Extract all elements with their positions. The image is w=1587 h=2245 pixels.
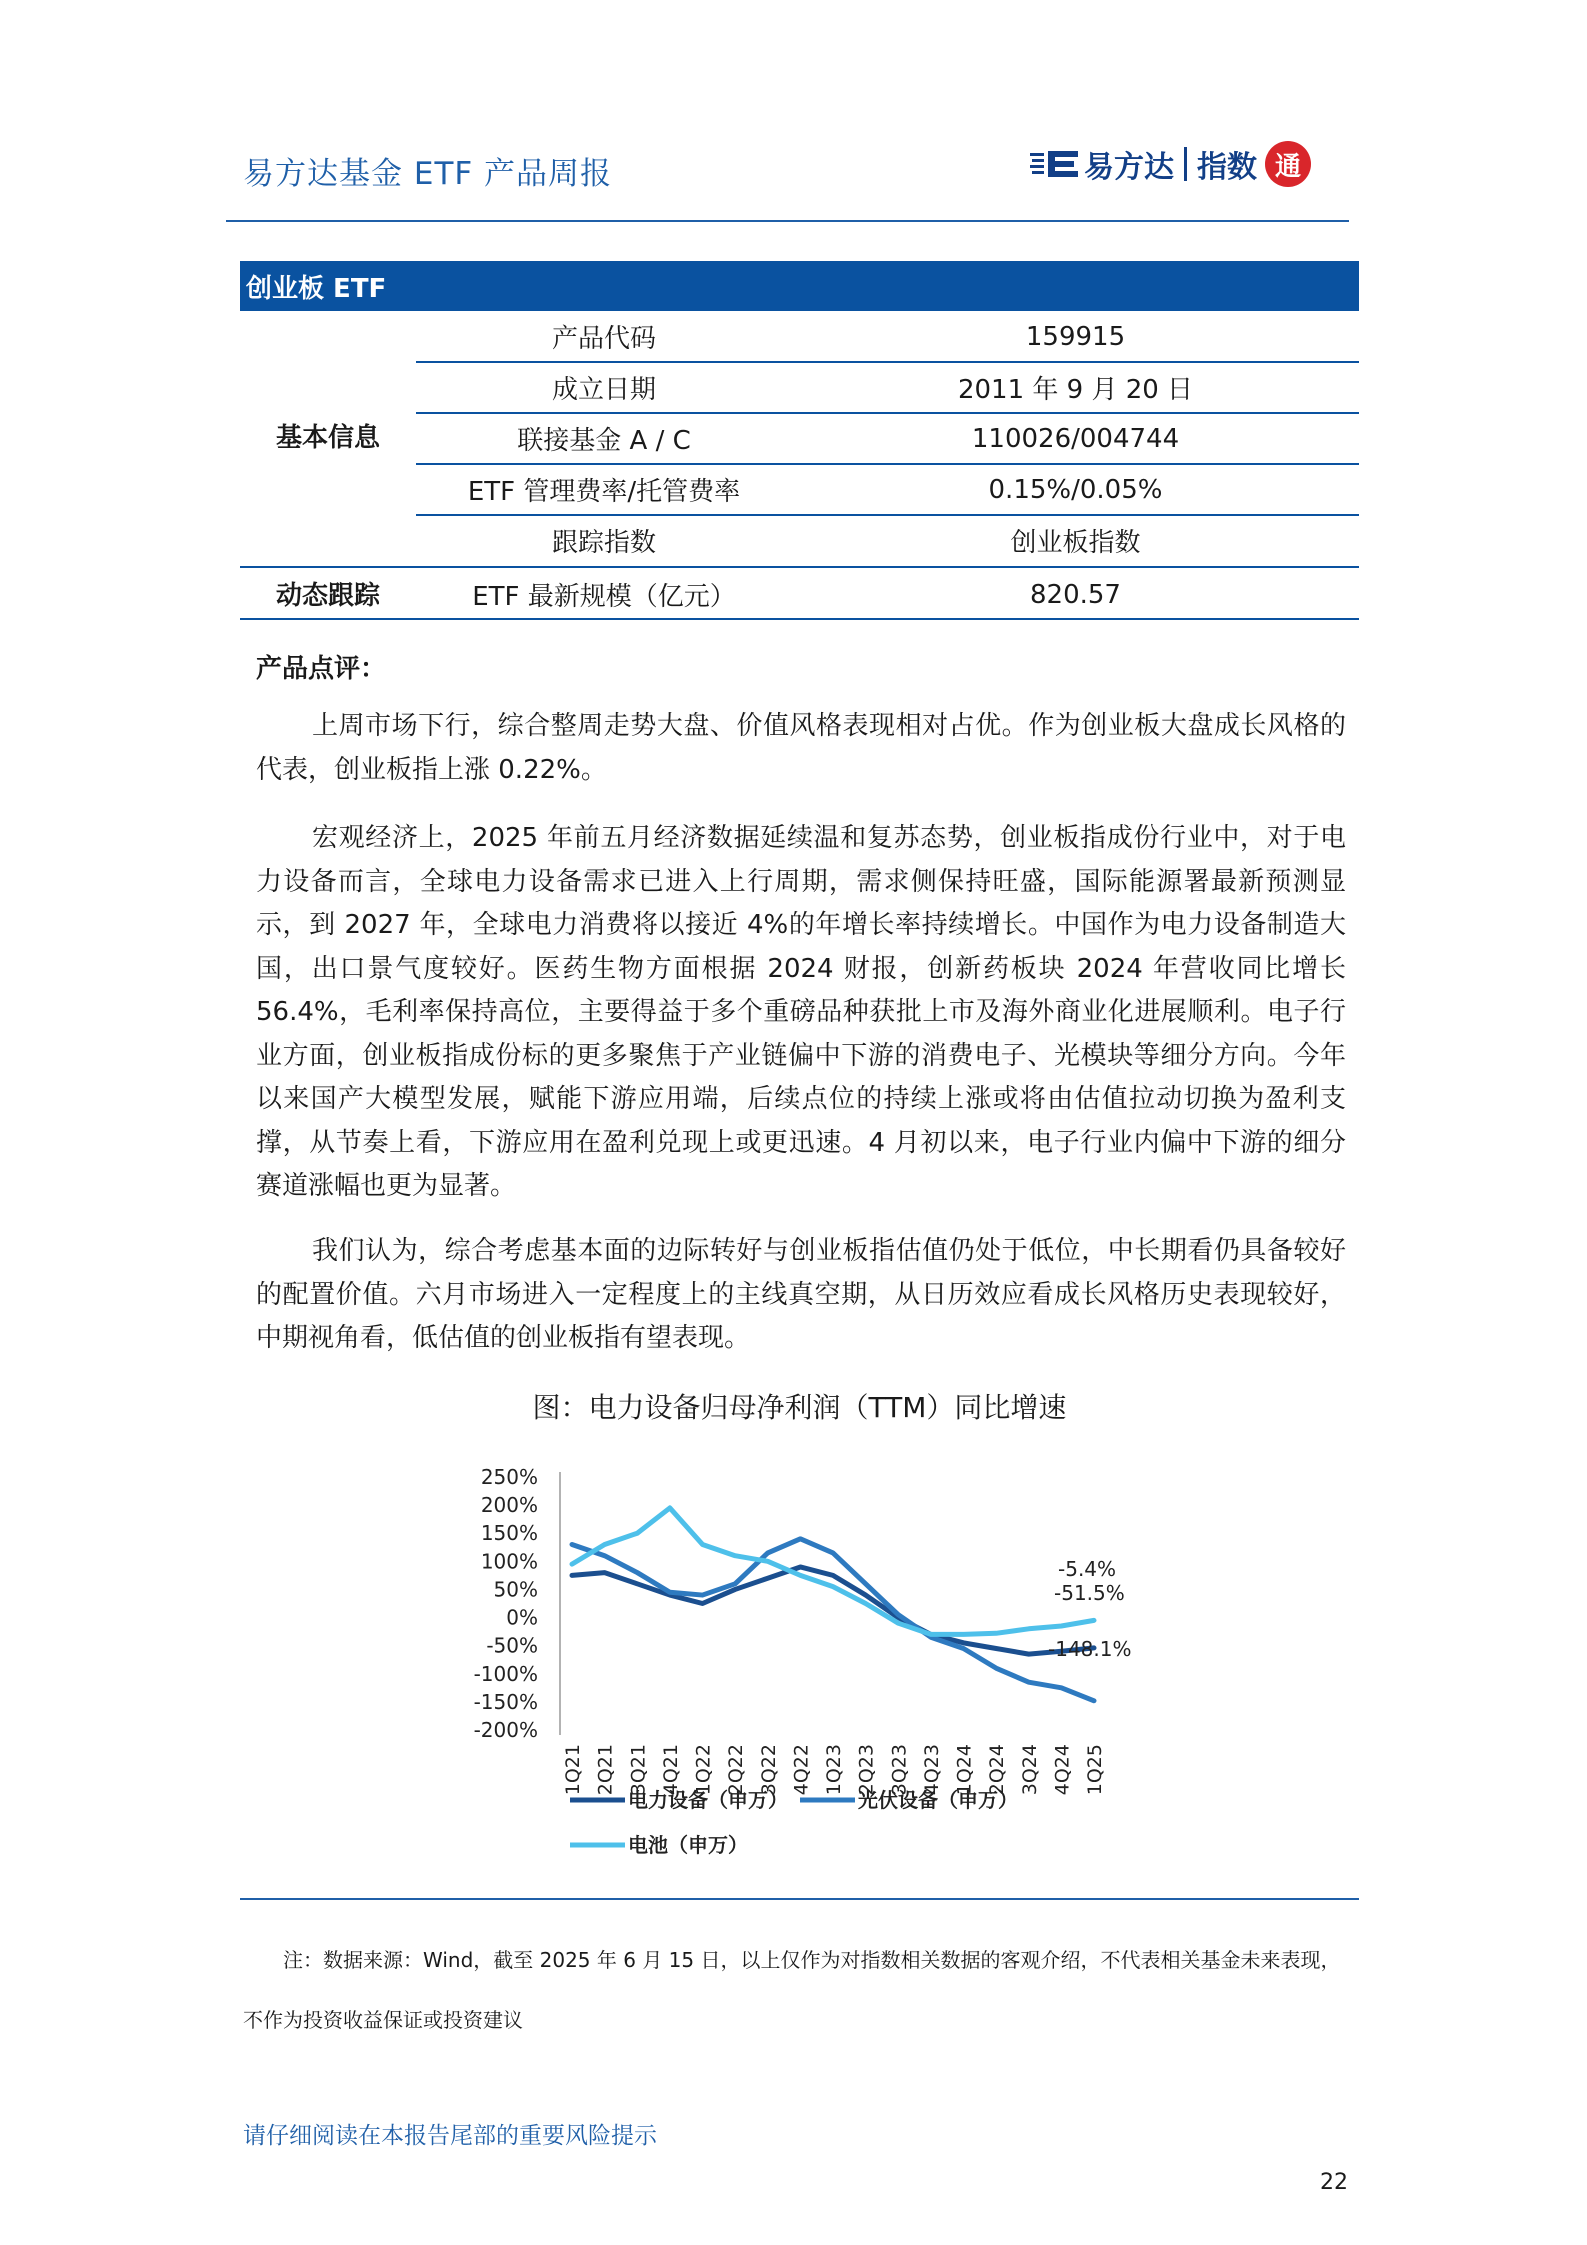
y-tick-label: 150% <box>480 1521 538 1546</box>
row-key: 成立日期 <box>551 375 656 405</box>
x-tick-label: 2Q24 <box>986 1744 1009 1796</box>
x-tick-label: 4Q23 <box>920 1744 943 1796</box>
chart-legend <box>570 1788 1018 1857</box>
legend-label: 电力设备（申万） <box>628 1788 788 1812</box>
y-tick-label: -200% <box>473 1718 538 1742</box>
x-tick-label: 3Q23 <box>888 1744 911 1796</box>
logo-seal: 通 <box>1265 141 1311 187</box>
table-title: 创业板 ETF <box>240 261 1359 311</box>
row-key: 跟踪指数 <box>551 528 656 558</box>
series-lines <box>572 1508 1094 1701</box>
header-divider <box>226 220 1349 222</box>
data-annotations <box>1048 1557 1131 1661</box>
y-tick-label: 0% <box>506 1605 538 1630</box>
row-value: 0.15%/0.05% <box>988 474 1163 505</box>
table-row <box>416 311 1359 362</box>
y-axis <box>474 1465 560 1742</box>
review-paragraph: 上周市场下行，综合整周走势大盘、价值风格表现相对占优。作为创业板大盘成长风格的代表，创业板指上涨 0.22%。 <box>256 711 1346 785</box>
table-row <box>416 569 1359 620</box>
table-row <box>416 413 1359 464</box>
x-tick-label: 3Q21 <box>627 1744 650 1796</box>
row-value: 110026/004744 <box>971 423 1180 454</box>
y-tick-label: -100% <box>473 1661 538 1686</box>
y-tick-label: 200% <box>480 1493 538 1518</box>
y-tick-label: 50% <box>493 1577 538 1602</box>
x-tick-label: 4Q21 <box>659 1744 682 1796</box>
table-row <box>416 362 1359 413</box>
chart-title: 图：电力设备归母净利润（TTM）同比增速 <box>532 1391 1067 1424</box>
logo-brand-text: 易方达 <box>1084 150 1174 185</box>
legend-label: 电池（申万） <box>628 1833 748 1857</box>
x-tick-label: 2Q23 <box>855 1744 878 1796</box>
series-line <box>572 1539 1094 1701</box>
series-line <box>572 1508 1094 1635</box>
y-tick-label: -150% <box>473 1689 538 1714</box>
row-value: 创业板指数 <box>1010 528 1141 558</box>
row-key: ETF 管理费率/托管费率 <box>467 477 741 507</box>
table-row <box>416 515 1359 566</box>
review-title: 产品点评： <box>256 654 387 684</box>
row-key: 联接基金 A / C <box>517 426 691 456</box>
logo-product-text: 指数 <box>1197 150 1257 185</box>
brand-e-icon <box>1030 149 1080 179</box>
basic-info-label: 基本信息 <box>275 423 380 453</box>
page-number: 22 <box>1320 2170 1348 2195</box>
y-tick-label: 100% <box>480 1549 538 1574</box>
review-paragraph: 我们认为，综合考虑基本面的边际转好与创业板指估值仍处于低位，中长期看仍具备较好的配置价值。六月市场进入一定程度上的主线真空期，从日历效应看成长风格历史表现较好，中期视角看，低估值的创业板指有望表现。 <box>256 1236 1346 1353</box>
x-tick-label: 1Q23 <box>823 1744 845 1796</box>
section-divider <box>240 566 1359 568</box>
brand-logo <box>1030 136 1311 192</box>
x-tick-label: 1Q24 <box>953 1744 976 1796</box>
x-tick-label: 1Q22 <box>692 1744 715 1796</box>
y-tick-label: -50% <box>486 1633 538 1658</box>
x-tick-label: 1Q21 <box>562 1744 584 1796</box>
bottom-divider <box>240 1898 1359 1900</box>
y-tick-label: 250% <box>480 1465 538 1489</box>
row-key: 产品代码 <box>551 324 656 354</box>
data-label: -148.1% <box>1048 1637 1132 1661</box>
x-tick-label: 4Q24 <box>1051 1744 1074 1796</box>
report-title: 易方达基金 ETF 产品周报 <box>243 156 613 192</box>
row-value: 820.57 <box>1030 579 1121 610</box>
risk-warning: 请仔细阅读在本报告尾部的重要风险提示 <box>243 2123 657 2149</box>
row-value: 159915 <box>1025 321 1126 352</box>
table-bottom-divider <box>240 618 1359 620</box>
profit-growth-chart <box>0 1440 1587 1900</box>
data-label: -5.4% <box>1058 1557 1117 1581</box>
dynamic-tracking-label: 动态跟踪 <box>275 581 380 611</box>
review-paragraph: 宏观经济上，2025 年前五月经济数据延续温和复苏态势，创业板指成份行业中，对于电力设备而言，全球电力设备需求已进入上行周期，需求侧保持旺盛，国际能源署最新预测显示，到 2027 年，全球电力消费将以接近 4%的年增长率持续增长。中国作为电力设备制造大国，出口景气度较好。医药生物方面根据 2024 财报，创新药板块 2024 年营收同比增长 56.4%，毛利率保持高位，主要得益于多个重磅品种获批上市及海外商业化进展顺利。电子行业方面，创业板指成份标的更多聚焦于产业链偏中下游的消费电子、光模块等细分方向。今年以来国产大模型发展，赋能下游应用端，后续点位的持续上涨或将由估值拉动切换为盈利支撑，从节奏上看，下游应用在盈利兑现上或更迅速。4 月初以来，电子行业内偏中下游的细分赛道涨幅也更为显著。 <box>256 823 1346 1201</box>
x-tick-label: 3Q22 <box>757 1744 780 1796</box>
x-tick-label: 4Q22 <box>790 1744 813 1796</box>
logo-divider <box>1184 147 1187 181</box>
row-key: ETF 最新规模（亿元） <box>472 582 736 612</box>
x-tick-label: 2Q22 <box>725 1744 748 1796</box>
data-source-note: 注：数据来源：Wind，截至 2025 年 6 月 15 日，以上仅作为对指数相关数据的客观介绍，不代表相关基金未来表现，不作为投资收益保证或投资建议 <box>243 1948 1341 2032</box>
legend-label: 光伏设备（申万） <box>858 1788 1018 1812</box>
row-value: 2011 年 9 月 20 日 <box>957 375 1194 405</box>
table-row <box>416 464 1359 515</box>
x-tick-label: 2Q21 <box>594 1744 617 1796</box>
data-label: -51.5% <box>1054 1581 1125 1605</box>
x-tick-label: 3Q24 <box>1018 1744 1041 1796</box>
x-tick-label: 1Q25 <box>1084 1744 1106 1796</box>
